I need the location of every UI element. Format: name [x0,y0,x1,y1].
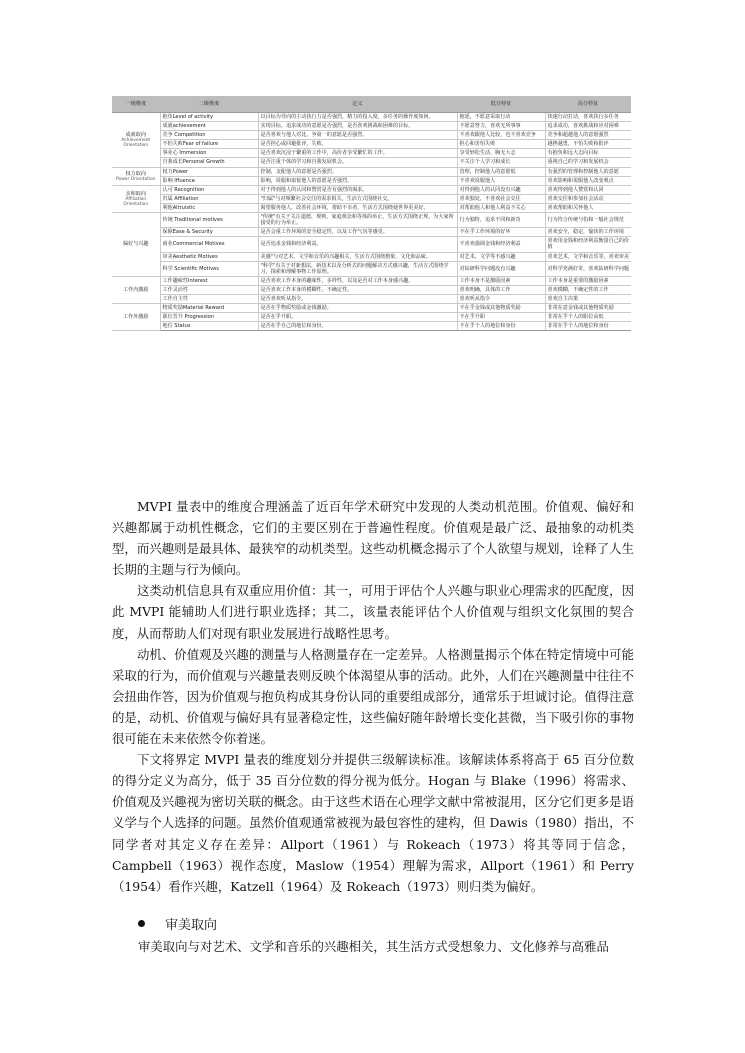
high-score-cell: 非常在意金钱或其他物质奖励 [545,304,631,313]
definition-cell: 是否在乎自己的地位和身份。 [258,322,457,331]
low-score-cell: 享受轻松生活，胸无大志 [457,149,545,158]
dimension-cell: 抱负Level of activity [160,113,258,122]
definition-cell: 以目标为导向的主动执行力是否强烈，精力的投入度，多任务的操作度如何。 [258,113,457,122]
dimension-cell: 事业心 Immersion [160,149,258,158]
table-row [112,304,631,313]
table-row [112,185,631,194]
group-name: 偏好与兴趣 [123,241,149,248]
group-cell [112,276,160,303]
table-body [112,113,631,331]
dimension-cell: 权力Power [160,167,258,176]
high-score-cell: 工作本身是重要的激励因素 [545,276,631,285]
table-header-cell: 二级维度 [160,96,258,113]
table-row [112,194,631,203]
definition-cell: 是否注重个体的学习和自我发展机会。 [258,158,457,167]
definition-cell: 美感"与对艺术，文学和音乐的兴趣相关，生活方式围绕想象，文化和品味。 [258,252,457,261]
high-score-cell: 重视自己的学习和发展机会 [545,158,631,167]
low-score-cell: 行为独特，追求不同和新奇 [457,213,545,228]
paragraph: 下文将界定 MVPI 量表的维度划分并提供三级解读标准。该解读体系将高于 65 百分位数的得分定义为高分，低于 35 百分位数的得分视为低分。Hogan 与 Blake（1996）将需求、价值观及兴趣视为密切关联的概念。由于这些术语在心理学文献中常被混用，区分它们更多是语义学与个人选择的问题。虽然价值观通常被视为最包容性的建构，但 Dawis（1980）指出，不同学者对其定义存在差异：Allport（1961）与 Rokeach（1973）将其等同于信念，Campbell（1963）视作态度，Maslow（1954）理解为需求，Allport（1961）和 Perry（1954）看作兴趣，Katzell（1964）及 Rokeach（1973）则归类为偏好。 [112,752,634,894]
dimension-cell: 不怕失败Fear of failure [160,140,258,149]
high-score-cell: 追求成功，喜欢挑战和应对困难 [545,122,631,131]
high-score-cell: 喜欢影响和说服他人改变观点 [545,176,631,185]
definition-cell: 是否喜欢沉浸于繁重的工作中，高价者享受繁忙的工作。 [258,149,457,158]
paragraph: 这类动机信息具有双重应用价值：其一，可用于评估个人兴趣与职业心理需求的匹配度，因此 MVPI 能辅助人们进行职业选择；其二，该量表能评估个人价值观与组织文化氛围的契合度，从而帮助人们对现有职业发展进行战略性思考。 [112,583,634,641]
group-cell [112,304,160,331]
high-score-cell: 喜欢安全，稳定，愉快的工作环境 [545,228,631,237]
high-score-cell: 喜欢艺术，文学和音乐等，喜欢审美 [545,252,631,261]
group-name: 成就取向 [125,131,146,138]
dimension-cell: 科学 Scientific Motives [160,261,258,276]
table-row [112,176,631,185]
dimension-table-image [112,96,631,331]
table-header-row [112,96,631,113]
group-cell [112,185,160,212]
dimension-cell: 物质奖励Material Reward [160,304,258,313]
section-heading-text: 审美取向 [165,918,218,933]
definition-cell: "传统"有关于关注道德，规则，家庭观念和等体的举止，生活方式围绕正规，为大家所接受的行为举止。 [258,213,457,228]
table-row [112,149,631,158]
definition-cell: 渴望服务他人，改善社会环境，帮助不幸者，生活方式围绕使世界更美好。 [258,203,457,212]
group-name: 权力取向 [125,170,146,177]
table-row [112,322,631,331]
high-score-cell: 快速行动打动，喜欢执行多任务 [545,113,631,122]
dimension-cell: 工作趣味性Interest [160,276,258,285]
table-row [112,228,631,237]
dimension-cell: 自我成长Personal Growth [160,158,258,167]
definition-cell: 控制，支配他人的意愿是否强烈。 [258,167,457,176]
definition-cell: 是否在乎物质奖励或金钱激励。 [258,304,457,313]
low-score-cell: 喜欢听从指令 [457,294,545,303]
table-row [112,131,631,140]
table-row [112,294,631,303]
dimension-cell: 商业Commercial Motives [160,237,258,252]
definition-cell: 是否喜欢听从指令。 [258,294,457,303]
low-score-cell: 不关注个人学习和成长 [457,158,545,167]
dimension-cell: 归属 Affiliation [160,194,258,203]
table-row [112,252,631,261]
dimension-cell: 保障Ease & Security [160,228,258,237]
high-score-cell: 喜欢用金钱和经济利益衡量自己的价值 [545,237,631,252]
dimension-cell: 传统 Traditional motives [160,213,258,228]
paragraph: MVPI 量表中的维度合理涵盖了近百年学术研究中发现的人类动机范围。价值观、偏好和兴趣都属于动机性概念，它们的主要区别在于普遍性程度。价值观是最广泛、最抽象的动机类型，而兴趣则是最具体、最狭窄的动机类型。这些动机概念揭示了个人欲望与规划，诠释了人生长期的主题与行为倾向。 [112,499,634,578]
table-row [112,140,631,149]
dimension-cell: 工作灵活性 [160,285,258,294]
table-header-cell: 一级维度 [112,96,160,113]
definition-cell: 是否追求金钱和经济利益。 [258,237,457,252]
low-score-cell: 不在乎金钱或其他物质奖励 [457,304,545,313]
definition-cell: "科学"有关于对新想法，新技术以及分析式的问题解决方式感兴趣，生活方式围绕学习，探索和理解事物工作原理。 [258,261,457,276]
high-score-cell: 喜欢交往和参加社会活动 [545,194,631,203]
high-score-cell: 非常在乎个人的职位高低 [545,313,631,322]
low-score-cell: 喜欢独处，不喜欢社会交往 [457,194,545,203]
low-score-cell: 对帮助他人和他人利益不关心 [457,203,545,212]
table-row [112,113,631,122]
definition-cell: 是否喜欢工作本身的趣味性，多样性，以及是否对工作本身感兴趣。 [258,276,457,285]
high-score-cell: 有抱负和远大志向目标 [545,149,631,158]
definition-cell: 是否在乎升职。 [258,313,457,322]
low-score-cell: 拖延，不愿意采取行动 [457,113,545,122]
definition-cell: 是否担心或回避批评，失败。 [258,140,457,149]
section-text: 审美取向与对艺术、文学和音乐的兴趣相关，其生活方式受想象力、文化修养与高雅品 [138,939,609,954]
low-score-cell: 不在乎个人的地位和身份 [457,322,545,331]
group-subtitle: Power Orientation [116,176,156,182]
definition-cell: "归属"与对频繁社会交往的需求相关，生活方式围绕社交。 [258,194,457,203]
low-score-cell: 工作本身不是激励因素 [457,276,545,285]
low-score-cell: 不喜欢说服他人 [457,176,545,185]
high-score-cell: 竞争和超越他人的意愿强烈 [545,131,631,140]
table-header-cell: 高分特征 [545,96,631,113]
dimension-cell: 工作自主性 [160,294,258,303]
group-subtitle: Affiliation Orientation [123,196,149,207]
body-text [112,496,634,897]
table-row [112,203,631,212]
definition-cell: 影响，说服和取悦他人的意愿是否强烈。 [258,176,457,185]
high-score-cell: 喜欢得到他人赞赏和认同 [545,185,631,194]
high-score-cell: 越挫越勇，不怕失败和批评 [545,140,631,149]
low-score-cell: 不在乎工作环境的好坏 [457,228,545,237]
table-row [112,167,631,176]
low-score-cell: 对得到他人的认同没有兴趣 [457,185,545,194]
low-score-cell: 不在乎升职 [457,313,545,322]
low-score-cell: 担心和害怕失败 [457,140,545,149]
dimension-cell: 地位 Status [160,322,258,331]
table-row [112,213,631,228]
group-name: 亲和取向 [125,190,146,197]
high-score-cell: 有强烈的管理和控制他人的意愿 [545,167,631,176]
group-cell [112,213,160,277]
table-row [112,122,631,131]
high-score-cell: 喜欢模糊，不确定性的工作 [545,285,631,294]
group-cell [112,113,160,168]
definition-cell: 是否喜欢与他人对比，争第一的意愿是否强烈。 [258,131,457,140]
section-heading [138,914,217,933]
dimension-cell: 利他Altruistic [160,203,258,212]
low-score-cell: 管理，控制他人的意愿低 [457,167,545,176]
table-row [112,237,631,252]
dimension-cell: 成就achievement [160,122,258,131]
low-score-cell: 不喜欢跟他人比较，也不喜欢竞争 [457,131,545,140]
definition-cell: 是否会重工作环境的安全稳定性，以及工作气氛等感受。 [258,228,457,237]
low-score-cell: 对钻研科学问题没有兴趣 [457,261,545,276]
high-score-cell: 对科学充满好奇，喜欢钻研科学问题 [545,261,631,276]
dimension-cell: 认可 Recognition [160,185,258,194]
dimension-cell: 审美Aesthetic Motives [160,252,258,261]
table-row [112,261,631,276]
definition-cell: 是否喜欢工作本身的模糊性，不确定性。 [258,285,457,294]
definition-cell: 实现目标，追求成功的意愿是否强烈，是否喜欢挑战和困难的目标。 [258,122,457,131]
table-row [112,276,631,285]
paragraph: 动机、价值观及兴趣的测量与人格测量存在一定差异。人格测量揭示个体在特定情境中可能采取的行为，而价值观与兴趣量表则反映个体渴望从事的活动。此外，人们在兴趣测量中往往不会扭曲作答，因为价值观与抱负构成其身份认同的重要组成部分，通常乐于坦诚讨论。值得注意的是，动机、价值观与偏好具有显著稳定性，这些偏好随年龄增长变化甚微，当下吸引你的事物很可能在未来依然令你着迷。 [112,646,634,747]
bullet-icon [138,920,145,927]
group-cell [112,167,160,185]
group-name: 工作内激励 [123,286,149,293]
table-header-cell: 定义 [258,96,457,113]
low-score-cell: 不喜欢强调金钱和经济利益 [457,237,545,252]
group-subtitle: Achievement Orientation [121,137,151,148]
high-score-cell: 喜欢自主决策 [545,294,631,303]
dimension-cell: 竞争 Competition [160,131,258,140]
table-row [112,158,631,167]
low-score-cell: 对艺术，文学等不感兴趣 [457,252,545,261]
table-row [112,313,631,322]
high-score-cell: 喜欢帮助和关怀他人 [545,203,631,212]
dimension-cell: 影响 Iffuence [160,176,258,185]
group-name: 工作外激励 [123,314,149,321]
definition-cell: 对于得到他人的认同和赞赏是否有强烈的渴求。 [258,185,457,194]
low-score-cell: 喜欢明确，具体的工作 [457,285,545,294]
low-score-cell: 不愿意努力，喜欢无所事事 [457,122,545,131]
high-score-cell: 行为符合传统与俗和一般社会规范 [545,213,631,228]
dimension-cell: 职位晋升 Progression [160,313,258,322]
table-header-cell: 低分特征 [457,96,545,113]
table-row [112,285,631,294]
dimension-table [112,96,631,331]
high-score-cell: 非常在乎个人的地位和身份 [545,322,631,331]
